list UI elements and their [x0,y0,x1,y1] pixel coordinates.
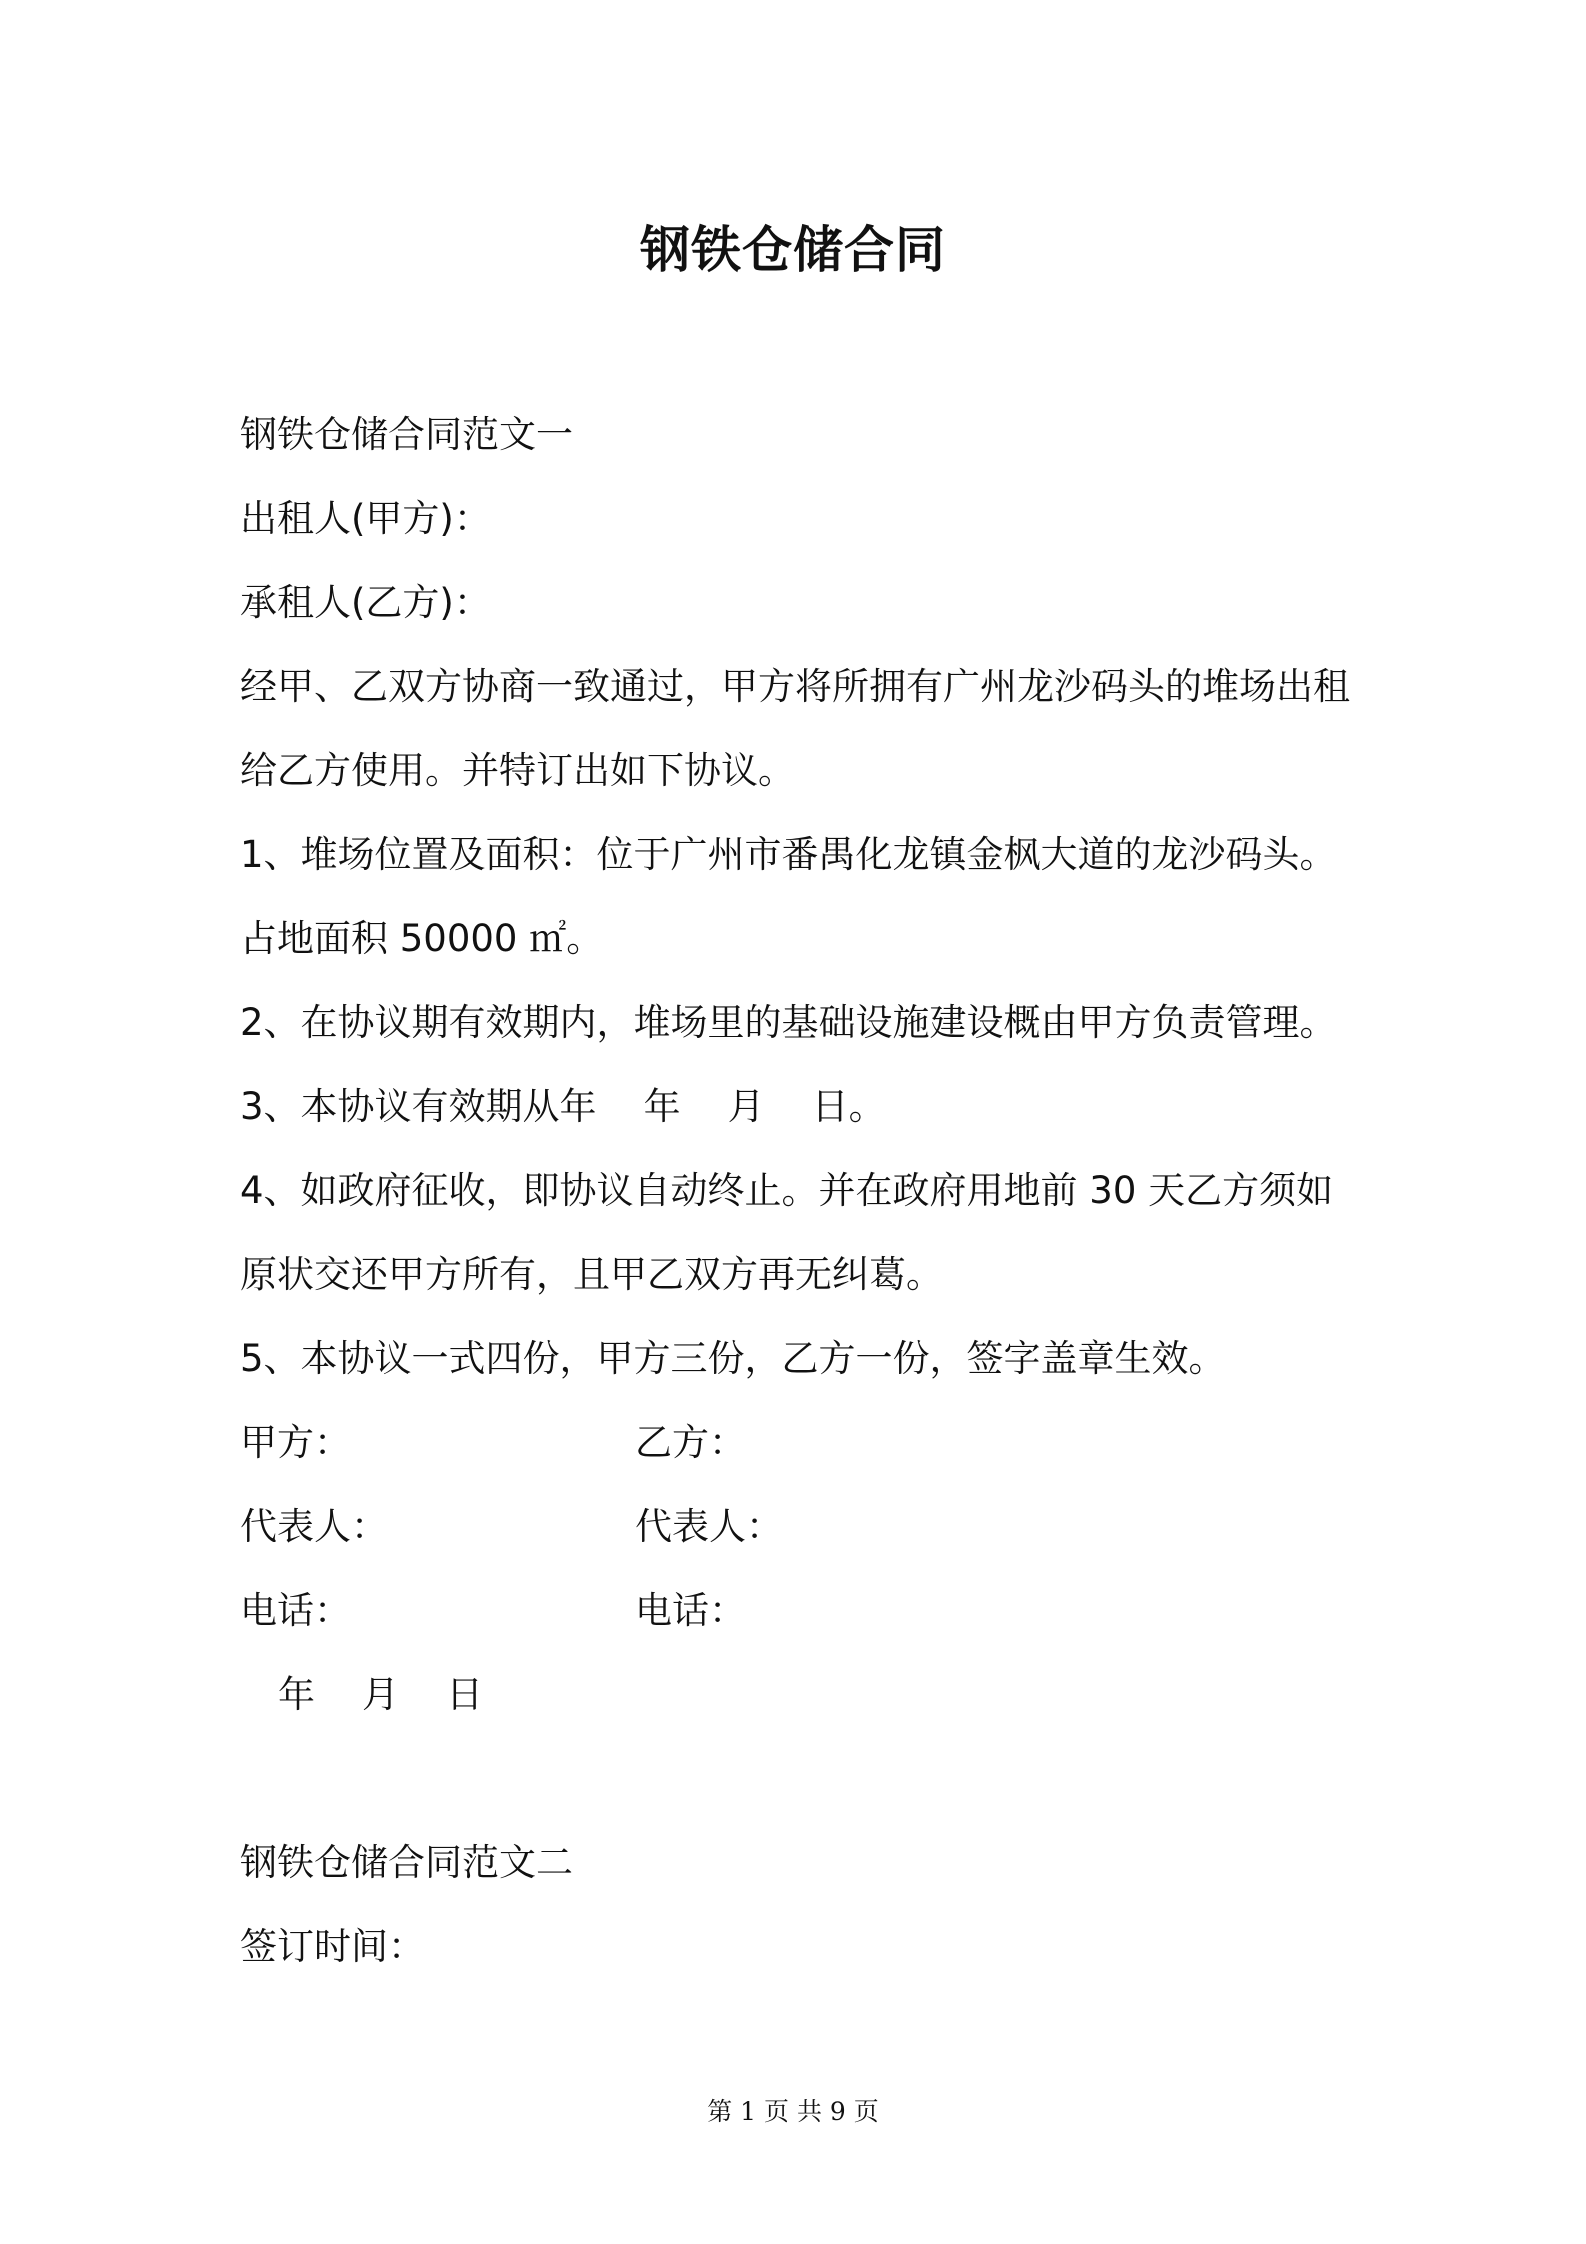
lessor-line: 出租人(甲方)： [240,497,491,540]
clause-1-line1: 1、堆场位置及面积：位于广州市番禺化龙镇金枫大道的龙沙码头。 [240,833,1337,876]
clause-2: 2、在协议期有效期内，堆场里的基础设施建设概由甲方负责管理。 [240,1001,1337,1044]
clause-4-line1: 4、如政府征收，即协议自动终止。并在政府用地前 30 天乙方须如 [240,1169,1334,1212]
party-b-label: 乙方： [635,1421,746,1464]
clause-5: 5、本协议一式四份，甲方三份，乙方一份，签字盖章生效。 [240,1337,1226,1380]
section1-heading: 钢铁仓储合同范文一 [240,413,573,456]
clause-1-line2: 占地面积 50000 ㎡。 [240,917,604,960]
signature-date: 年 月 日 [278,1673,484,1716]
paragraph-intro-line2: 给乙方使用。并特订出如下协议。 [240,749,795,792]
party-a-representative: 代表人： [240,1505,388,1548]
party-b-phone: 电话： [635,1589,746,1632]
clause-3: 3、本协议有效期从年 年 月 日。 [240,1085,886,1128]
party-a-phone: 电话： [240,1589,351,1632]
lessee-line: 承租人(乙方)： [240,581,491,624]
document-title: 钢铁仓储合同 [640,221,946,279]
paragraph-intro-line1: 经甲、乙双方协商一致通过，甲方将所拥有广州龙沙码头的堆场出租 [240,665,1350,708]
party-b-representative: 代表人： [635,1505,783,1548]
section2-heading: 钢铁仓储合同范文二 [240,1841,573,1884]
sign-time-line: 签订时间： [240,1925,425,1968]
clause-4-line2: 原状交还甲方所有，且甲乙双方再无纠葛。 [240,1253,943,1296]
page-number-footer: 第 1 页 共 9 页 [707,2097,879,2126]
party-a-label: 甲方： [240,1421,351,1464]
